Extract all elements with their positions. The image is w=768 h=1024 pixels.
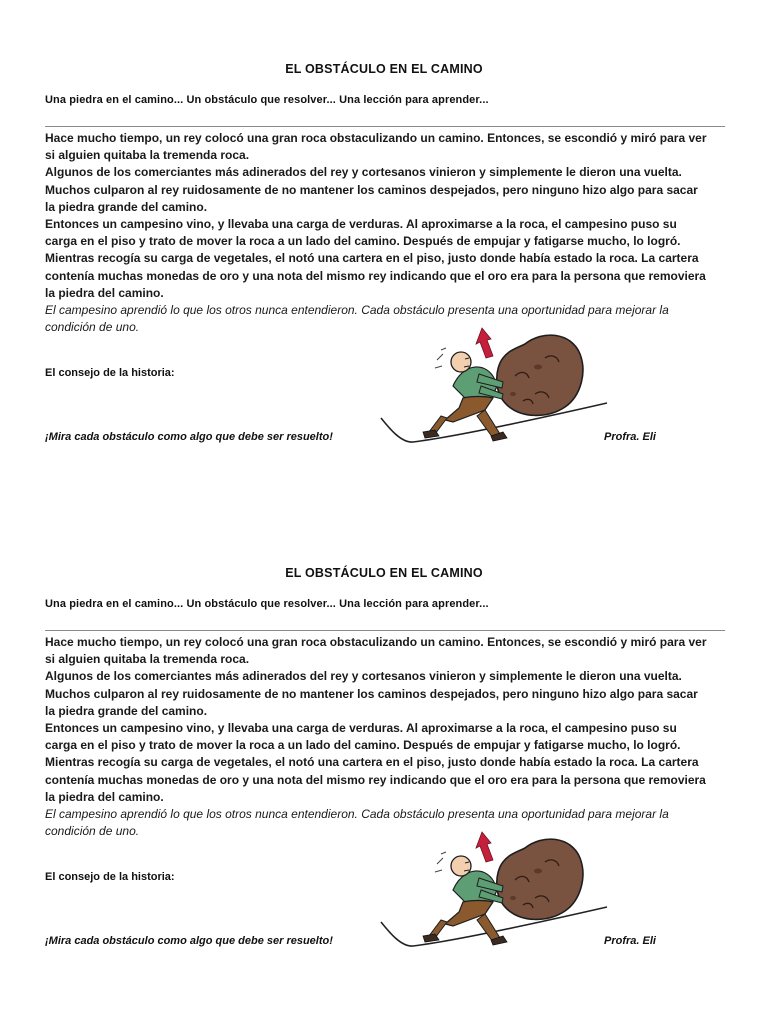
document-subtitle: Una piedra en el camino... Un obstáculo que resolver... Una lección para aprender... <box>45 598 489 610</box>
document-title: EL OBSTÁCULO EN EL CAMINO <box>285 62 483 76</box>
advice-text: ¡Mira cada obstáculo como algo que debe ser resuelto! <box>45 431 333 443</box>
story-paragraph: Muchos culparon al rey ruidosamente de no mantener los caminos despejados, pero ninguno hizo algo para sacar la piedra grande del camino. <box>45 686 698 718</box>
story-paragraph: Hace mucho tiempo, un rey colocó una gran roca obstaculizando un camino. Entonces, se escondió y miró para ver si alguien quitaba la tremenda roca. <box>45 131 707 163</box>
story-paragraph: Hace mucho tiempo, un rey colocó una gran roca obstaculizando un camino. Entonces, se escondió y miró para ver si alguien quitaba la tremenda roca. <box>45 635 707 667</box>
divider-line <box>45 630 725 631</box>
divider-line <box>45 126 725 127</box>
story-paragraph: Algunos de los comerciantes más adinerados del rey y cortesanos vinieron y simplemente le dieron una vuelta. <box>45 165 682 180</box>
advice-text: ¡Mira cada obstáculo como algo que debe ser resuelto! <box>45 935 333 947</box>
man-pushing-boulder-icon <box>375 306 610 451</box>
author-signature: Profra. Eli <box>604 935 656 947</box>
document-subtitle: Una piedra en el camino... Un obstáculo que resolver... Una lección para aprender... <box>45 94 489 106</box>
document-title: EL OBSTÁCULO EN EL CAMINO <box>285 566 483 580</box>
advice-label: El consejo de la historia: <box>45 367 175 379</box>
handout-copy-1 <box>0 0 768 504</box>
story-lesson: El campesino aprendió lo que los otros nunca entendieron. Cada obstáculo presenta una oportunidad para mejorar la condición de uno. <box>45 807 669 839</box>
story-lesson: El campesino aprendió lo que los otros nunca entendieron. Cada obstáculo presenta una oportunidad para mejorar la condición de uno. <box>45 303 669 335</box>
story-paragraph: Entonces un campesino vino, y llevaba una carga de verduras. Al aproximarse a la roca, el campesino puso su carga en el piso y trato de mover la roca a un lado del camino. Después de empujar y fatigarse mucho, lo logró. <box>45 217 681 249</box>
man-pushing-boulder-icon <box>375 810 610 955</box>
story-paragraph: Muchos culparon al rey ruidosamente de no mantener los caminos despejados, pero ninguno hizo algo para sacar la piedra grande del camino. <box>45 182 698 214</box>
handout-copy-2 <box>0 504 768 1008</box>
story-paragraph: Mientras recogía su carga de vegetales, el notó una cartera en el piso, justo donde había estado la roca. La cartera contenía muchas monedas de oro y una nota del mismo rey indicando que el oro era para la persona que removiera la piedra del camino. <box>45 251 706 300</box>
story-paragraph: Mientras recogía su carga de vegetales, el notó una cartera en el piso, justo donde había estado la roca. La cartera contenía muchas monedas de oro y una nota del mismo rey indicando que el oro era para la persona que removiera la piedra del camino. <box>45 755 706 804</box>
story-paragraph: Entonces un campesino vino, y llevaba una carga de verduras. Al aproximarse a la roca, el campesino puso su carga en el piso y trato de mover la roca a un lado del camino. Después de empujar y fatigarse mucho, lo logró. <box>45 721 681 753</box>
story-paragraph: Algunos de los comerciantes más adinerados del rey y cortesanos vinieron y simplemente le dieron una vuelta. <box>45 669 682 684</box>
author-signature: Profra. Eli <box>604 431 656 443</box>
advice-label: El consejo de la historia: <box>45 871 175 883</box>
